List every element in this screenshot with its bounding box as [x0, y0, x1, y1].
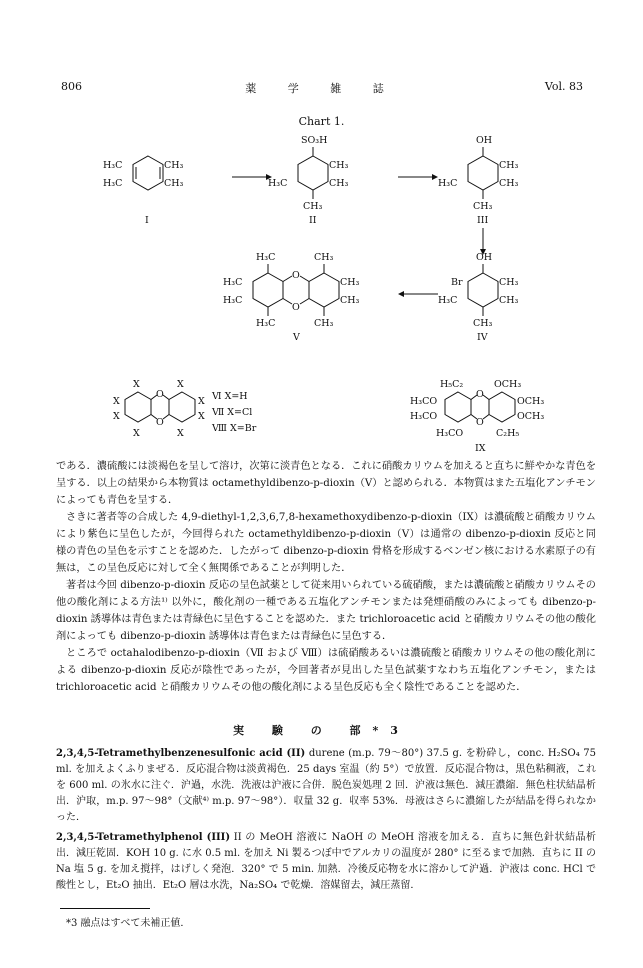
compound-label: IX: [475, 443, 486, 454]
label-h3c: H₃C: [223, 277, 243, 288]
label-oh: OH: [476, 252, 493, 263]
label-x: X: [177, 428, 184, 439]
paragraph: 著者は今回 dibenzo-p-dioxin 反応の呈色試薬として従来用いられている硫硝酸，または濃硫酸と硝酸カリウムその他の酸化剤による方法¹⁾ 以外に，酸化剤の一種である五塩化アンチモンまたは発煙硝酸のみによっても dibenzo-p-dioxin 誘導体は青色または青緑色に呈色することを認めた．また trichloroacetic acid と硝酸カリウムその他の酸化剤によっても dibenzo-p-dioxin 誘導体は青色または青緑色に呈色する．: [56, 580, 596, 642]
label-x: X: [198, 396, 205, 407]
label-och3: OCH₃: [517, 396, 545, 407]
label-h3c: H₃C: [103, 178, 123, 189]
label-h3c: H₃C: [268, 178, 288, 189]
label-o: O: [156, 417, 164, 428]
label-x: X: [113, 411, 120, 422]
compound-ii: [268, 135, 349, 226]
label-ch3: CH₃: [329, 160, 349, 171]
body-text: [56, 458, 596, 696]
label-o: O: [476, 417, 484, 428]
label-h3c: H₃C: [223, 295, 243, 306]
label-ch3: CH₃: [164, 160, 184, 171]
label-ch3: CH₃: [473, 318, 493, 329]
label-o: O: [292, 270, 300, 281]
experiment-title: 2,3,4,5-Tetramethylbenzenesulfonic acid (II): [56, 748, 306, 759]
label-och3: OCH₃: [494, 379, 522, 390]
compound-label: I: [145, 215, 149, 226]
compound-label: V: [293, 332, 300, 343]
label-och3: OCH₃: [517, 411, 545, 422]
label-ch3: CH₃: [499, 295, 519, 306]
reaction-scheme: [60, 125, 590, 455]
label-x: X: [113, 396, 120, 407]
label-ch3: CH₃: [314, 252, 334, 263]
label-ch3: CH₃: [314, 318, 334, 329]
label-x: X: [198, 411, 205, 422]
volume: Vol. 83: [544, 80, 583, 93]
label-h3co: H₃CO: [436, 428, 464, 439]
label-br: Br: [451, 277, 463, 288]
label-ch3: CH₃: [329, 178, 349, 189]
label-h3co: H₃CO: [410, 396, 438, 407]
compound-iii: [438, 135, 519, 226]
label-ch3: CH₃: [340, 277, 360, 288]
label-ch3: CH₃: [499, 160, 519, 171]
experiment-text: durene (m.p. 79～80°) 37.5 g. を粉砕し，conc. H₂SO₄ 75 ml. を加えよくふりまぜる．反応混合物は淡黄褐色．25 days 室温（約 5°）で放置．反応混合物は，黒色粘稠液，これを 600 ml. の氷水に注ぐ．沪過，水洗．洗液は沪液に合併．脱色炭処理 2 回．沪液は無色．減圧濃縮．無色柱状結晶析出．沪取，m.p. 97～98°（文献⁴⁾ m.p. 97～98°）．収量 32 g．収率 53%．母液はさらに濃縮したが結晶を得られなかった．: [56, 748, 596, 823]
label-c2h5: C₂H₅: [496, 428, 520, 439]
label-h3c: H₃C: [438, 178, 458, 189]
label-ch3: CH₃: [473, 201, 493, 212]
compound-label-viii: Ⅷ X=Br: [212, 423, 257, 434]
chart-title: Chart 1.: [298, 115, 345, 128]
label-ch3: CH₃: [499, 277, 519, 288]
paragraph: ところで octahalodibenzo-p-dioxin（Ⅶ および Ⅷ）は硫硝酸あるいは濃硫酸と硝酸カリウムその他の酸化剤による dibenzo-p-dioxin 反応が陰性であったが，今回著者が見出した呈色試薬すなわち五塩化アンチモン，または trichloroacetic acid と硝酸カリウムその他の酸化剤による呈色反応も全く陰性であることを認めた．: [56, 648, 596, 693]
footnote-rule: [60, 908, 150, 909]
paragraph: である．濃硫酸には淡褐色を呈して溶け，次第に淡青色となる．これに硝酸カリウムを加えると直ちに鮮やかな青色を呈する．以上の結果から本物質は octamethyldibenzo-p-dioxin（V）と認められる．本物質はまた五塩化アンチモンによっても青色を呈する．: [56, 461, 596, 506]
compound-label: II: [309, 215, 317, 226]
compound-vi-viii: [113, 379, 205, 439]
compound-label-vi: Ⅵ X=H: [212, 391, 248, 402]
label-oh: OH: [476, 135, 493, 146]
label-ch3: CH₃: [164, 178, 184, 189]
experiment-title: 2,3,4,5-Tetramethylphenol (III): [56, 832, 231, 843]
label-x: X: [177, 379, 184, 390]
experiment-text: II の MeOH 溶液に NaOH の MeOH 溶液を加える．直ちに無色針状結晶析出．減圧乾固．KOH 10 g. に水 0.5 ml. を加え Ni 製るつぼ中でアルカリの温度が 280° に至るまで加熱．直ちに II の Na 塩 5 g. を加え撹拌，はげしく発泡．320° で 5 min. 加熱．冷後反応物を水に溶かして沪過．沪液は conc. HCl で酸性とし，Et₂O 抽出．Et₂O 層は水洗，Na₂SO₄ で乾燥．溶媒留去，減圧蒸留．: [56, 832, 596, 891]
label-o: O: [292, 302, 300, 313]
label-h3co: H₃CO: [410, 411, 438, 422]
label-ch3: CH₃: [499, 178, 519, 189]
compound-v: [223, 252, 360, 343]
compound-i: [103, 156, 184, 226]
page-number: 806: [61, 80, 82, 93]
compound-label-vii: Ⅶ X=Cl: [212, 407, 253, 418]
paragraph: さきに著者等の合成した 4,9-diethyl-1,2,3,6,7,8-hexamethoxydibenzo-p-dioxin（IX）は濃硫酸と硝酸カリウムにより紫色に呈色したが，今回得られた octamethyldibenzo-p-dioxin（V）は通常の dibenzo-p-dioxin 反応と同様の青色の呈色を示すことを認めた．したがって dibenzo-p-dioxin 骨格を形成するベンゼン核における水素原子の有無は，この呈色反応に対して全く無関係であることが判明した．: [56, 512, 596, 574]
experimental-text: [56, 746, 596, 898]
compound-label: IV: [477, 332, 488, 343]
label-h5c2: H₅C₂: [440, 379, 464, 390]
label-ch3: CH₃: [303, 201, 323, 212]
label-h3c: H₃C: [256, 318, 276, 329]
label-h3c: H₃C: [103, 160, 123, 171]
section-heading: 実 験 の 部*3: [233, 724, 410, 737]
journal-title: 薬 学 雑 誌: [245, 82, 398, 95]
label-so3h: SO₃H: [301, 135, 328, 146]
compound-iv: [438, 252, 519, 343]
footnote: *3 融点はすべて未補正値．: [66, 918, 191, 929]
label-h3c: H₃C: [256, 252, 276, 263]
label-x: X: [133, 379, 140, 390]
label-x: X: [133, 428, 140, 439]
label-o: O: [476, 389, 484, 400]
label-ch3: CH₃: [340, 295, 360, 306]
label-o: O: [156, 389, 164, 400]
compound-label: III: [477, 215, 489, 226]
label-h3c: H₃C: [438, 295, 458, 306]
compound-ix: [410, 379, 544, 454]
